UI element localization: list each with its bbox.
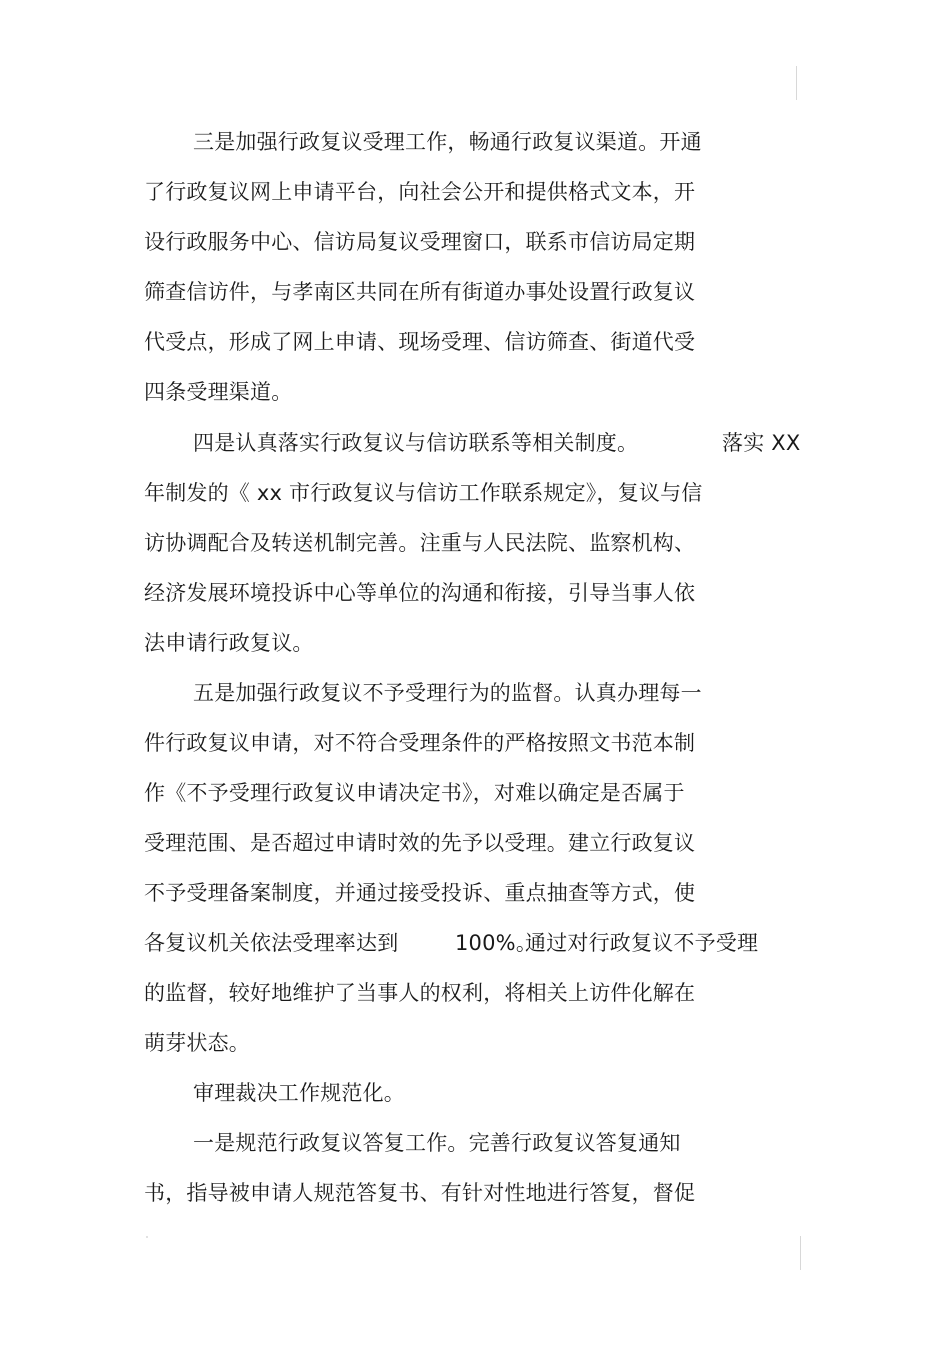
text-line-11: 法申请行政复议。 [144, 631, 314, 655]
text-line-7b: 落实 XX [722, 431, 801, 455]
text-line-9: 访协调配合及转送机制完善。注重与人民法院、监察机构、 [144, 531, 696, 555]
text-line-14: 作《不予受理行政复议申请决定书》，对难以确定是否属于 [144, 781, 685, 805]
text-line-21: 一是规范行政复议答复工作。完善行政复议答复通知 [193, 1131, 681, 1155]
text-line-6: 四条受理渠道。 [144, 380, 293, 404]
text-line-16: 不予受理备案制度，并通过接受投诉、重点抽查等方式，使 [144, 881, 696, 905]
text-line-13: 件行政复议申请，对不符合受理条件的严格按照文书范本制 [144, 731, 696, 755]
text-line-17-percent: 100%。 [455, 931, 538, 955]
text-line-17: 各复议机关依法受理率达到 [144, 931, 399, 955]
text-line-1: 三是加强行政复议受理工作，畅通行政复议渠道。开通 [193, 130, 702, 154]
text-line-12: 五是加强行政复议不予受理行为的监督。认真办理每一 [193, 681, 702, 705]
text-line-8: 年制发的《 xx 市行政复议与信访工作联系规定》，复议与信 [144, 481, 703, 505]
text-line-22: 书，指导被申请人规范答复书、有针对性地进行答复，督促 [144, 1181, 696, 1205]
top-margin-mark [796, 66, 797, 100]
text-line-4: 筛查信访件，与孝南区共同在所有街道办事处设置行政复议 [144, 280, 696, 304]
text-line-19: 萌芽状态。 [144, 1031, 250, 1055]
bottom-left-mark [146, 1236, 148, 1238]
text-line-15: 受理范围、是否超过申请时效的先予以受理。建立行政复议 [144, 831, 696, 855]
text-line-17-tail: 通过对行政复议不予受理 [525, 931, 759, 955]
text-line-10: 经济发展环境投诉中心等单位的沟通和衔接，引导当事人依 [144, 581, 696, 605]
bottom-margin-mark [800, 1236, 801, 1270]
text-line-3: 设行政服务中心、信访局复议受理窗口，联系市信访局定期 [144, 230, 696, 254]
text-line-2: 了行政复议网上申请平台，向社会公开和提供格式文本，开 [144, 180, 696, 204]
text-line-7: 四是认真落实行政复议与信访联系等相关制度。 [193, 431, 639, 455]
text-line-18: 的监督，较好地维护了当事人的权利，将相关上访件化解在 [144, 981, 696, 1005]
text-line-5: 代受点，形成了网上申请、现场受理、信访筛查、街道代受 [144, 330, 696, 354]
text-line-20: 审理裁决工作规范化。 [193, 1081, 405, 1105]
